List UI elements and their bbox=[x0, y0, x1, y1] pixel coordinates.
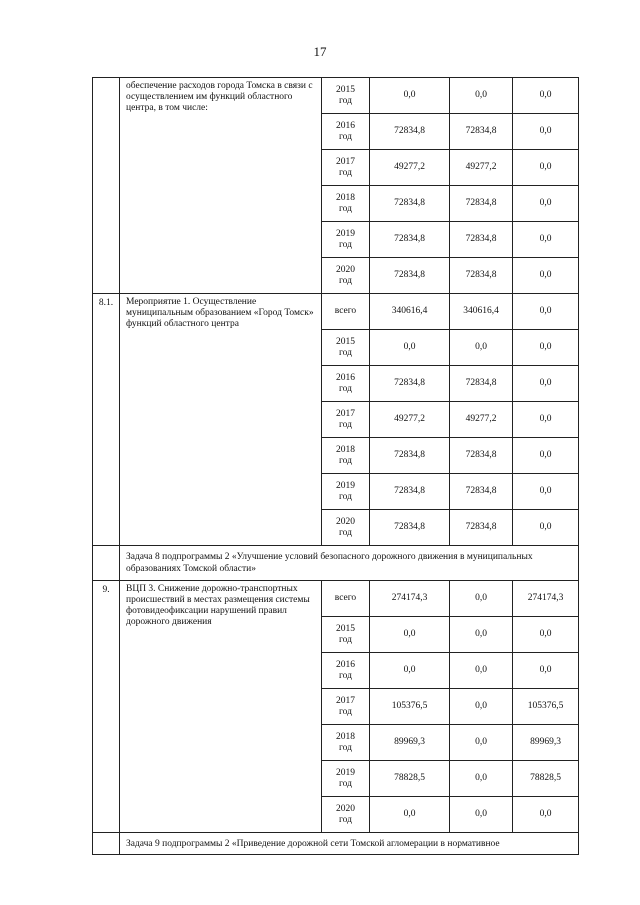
total-cell: 72834,8 bbox=[370, 474, 450, 510]
regional-budget-cell: 0,0 bbox=[450, 581, 513, 617]
task-row bbox=[93, 833, 579, 855]
year-cell: 2016 год bbox=[322, 653, 370, 689]
total-cell: 72834,8 bbox=[370, 366, 450, 402]
regional-budget-cell: 0,0 bbox=[450, 689, 513, 725]
other-budget-cell: 0,0 bbox=[513, 366, 579, 402]
year-cell: 2015 год bbox=[322, 617, 370, 653]
regional-budget-cell: 0,0 bbox=[450, 617, 513, 653]
year-cell: всего bbox=[322, 294, 370, 330]
year-cell: 2017 год bbox=[322, 689, 370, 725]
other-budget-cell: 0,0 bbox=[513, 78, 579, 114]
item-name: Мероприятие 1. Осуществление муниципальным образованием «Город Томск» функций областного центра bbox=[120, 294, 322, 546]
task-num-cell bbox=[93, 833, 120, 855]
other-budget-cell: 0,0 bbox=[513, 294, 579, 330]
other-budget-cell: 0,0 bbox=[513, 797, 579, 833]
year-cell: 2017 год bbox=[322, 402, 370, 438]
year-cell: 2020 год bbox=[322, 510, 370, 546]
regional-budget-cell: 72834,8 bbox=[450, 258, 513, 294]
total-cell: 340616,4 bbox=[370, 294, 450, 330]
task-num-cell bbox=[93, 546, 120, 581]
regional-budget-cell: 0,0 bbox=[450, 761, 513, 797]
other-budget-cell: 0,0 bbox=[513, 150, 579, 186]
total-cell: 274174,3 bbox=[370, 581, 450, 617]
task-text: Задача 8 подпрограммы 2 «Улучшение условий безопасного дорожного движения в муниципальных образованиях Томской области» bbox=[120, 546, 579, 581]
regional-budget-cell: 72834,8 bbox=[450, 366, 513, 402]
year-cell: 2019 год bbox=[322, 474, 370, 510]
total-cell: 72834,8 bbox=[370, 186, 450, 222]
other-budget-cell: 0,0 bbox=[513, 330, 579, 366]
regional-budget-cell: 72834,8 bbox=[450, 474, 513, 510]
other-budget-cell: 78828,5 bbox=[513, 761, 579, 797]
regional-budget-cell: 340616,4 bbox=[450, 294, 513, 330]
total-cell: 49277,2 bbox=[370, 150, 450, 186]
year-cell: 2019 год bbox=[322, 222, 370, 258]
budget-table bbox=[92, 77, 579, 855]
year-cell: 2015 год bbox=[322, 330, 370, 366]
year-cell: 2020 год bbox=[322, 258, 370, 294]
regional-budget-cell: 49277,2 bbox=[450, 402, 513, 438]
other-budget-cell: 0,0 bbox=[513, 114, 579, 150]
year-cell: 2018 год bbox=[322, 186, 370, 222]
task-text: Задача 9 подпрограммы 2 «Приведение дорожной сети Томской агломерации в нормативное bbox=[120, 833, 579, 855]
regional-budget-cell: 0,0 bbox=[450, 78, 513, 114]
total-cell: 72834,8 bbox=[370, 510, 450, 546]
other-budget-cell: 0,0 bbox=[513, 474, 579, 510]
other-budget-cell: 0,0 bbox=[513, 186, 579, 222]
table-row bbox=[93, 294, 579, 330]
year-cell: 2018 год bbox=[322, 438, 370, 474]
regional-budget-cell: 0,0 bbox=[450, 725, 513, 761]
other-budget-cell: 0,0 bbox=[513, 438, 579, 474]
year-cell: 2018 год bbox=[322, 725, 370, 761]
item-number: 9. bbox=[93, 581, 120, 833]
total-cell: 0,0 bbox=[370, 797, 450, 833]
other-budget-cell: 0,0 bbox=[513, 653, 579, 689]
regional-budget-cell: 72834,8 bbox=[450, 114, 513, 150]
year-cell: 2020 год bbox=[322, 797, 370, 833]
item-name: ВЦП 3. Снижение дорожно-транспортных происшествий в местах размещения системы фотовидеофиксации нарушений правил дорожного движения bbox=[120, 581, 322, 833]
total-cell: 72834,8 bbox=[370, 258, 450, 294]
total-cell: 0,0 bbox=[370, 78, 450, 114]
other-budget-cell: 0,0 bbox=[513, 222, 579, 258]
regional-budget-cell: 72834,8 bbox=[450, 438, 513, 474]
other-budget-cell: 0,0 bbox=[513, 510, 579, 546]
other-budget-cell: 0,0 bbox=[513, 402, 579, 438]
task-row bbox=[93, 546, 579, 581]
regional-budget-cell: 0,0 bbox=[450, 797, 513, 833]
table-row bbox=[93, 581, 579, 617]
item-number: 8.1. bbox=[93, 294, 120, 546]
item-name: обеспечение расходов города Томска в связи с осуществлением им функций областного центра, в том числе: bbox=[120, 78, 322, 294]
total-cell: 0,0 bbox=[370, 653, 450, 689]
total-cell: 72834,8 bbox=[370, 114, 450, 150]
year-cell: 2017 год bbox=[322, 150, 370, 186]
item-number bbox=[93, 78, 120, 294]
regional-budget-cell: 49277,2 bbox=[450, 150, 513, 186]
other-budget-cell: 0,0 bbox=[513, 258, 579, 294]
total-cell: 105376,5 bbox=[370, 689, 450, 725]
regional-budget-cell: 72834,8 bbox=[450, 222, 513, 258]
page-number: 17 bbox=[313, 44, 327, 59]
other-budget-cell: 0,0 bbox=[513, 617, 579, 653]
total-cell: 89969,3 bbox=[370, 725, 450, 761]
total-cell: 72834,8 bbox=[370, 222, 450, 258]
regional-budget-cell: 72834,8 bbox=[450, 186, 513, 222]
total-cell: 0,0 bbox=[370, 617, 450, 653]
regional-budget-cell: 0,0 bbox=[450, 653, 513, 689]
year-cell: всего bbox=[322, 581, 370, 617]
total-cell: 72834,8 bbox=[370, 438, 450, 474]
year-cell: 2015 год bbox=[322, 78, 370, 114]
other-budget-cell: 89969,3 bbox=[513, 725, 579, 761]
table-row bbox=[93, 78, 579, 114]
total-cell: 0,0 bbox=[370, 330, 450, 366]
other-budget-cell: 274174,3 bbox=[513, 581, 579, 617]
year-cell: 2016 год bbox=[322, 114, 370, 150]
total-cell: 49277,2 bbox=[370, 402, 450, 438]
other-budget-cell: 105376,5 bbox=[513, 689, 579, 725]
year-cell: 2019 год bbox=[322, 761, 370, 797]
year-cell: 2016 год bbox=[322, 366, 370, 402]
regional-budget-cell: 0,0 bbox=[450, 330, 513, 366]
regional-budget-cell: 72834,8 bbox=[450, 510, 513, 546]
total-cell: 78828,5 bbox=[370, 761, 450, 797]
